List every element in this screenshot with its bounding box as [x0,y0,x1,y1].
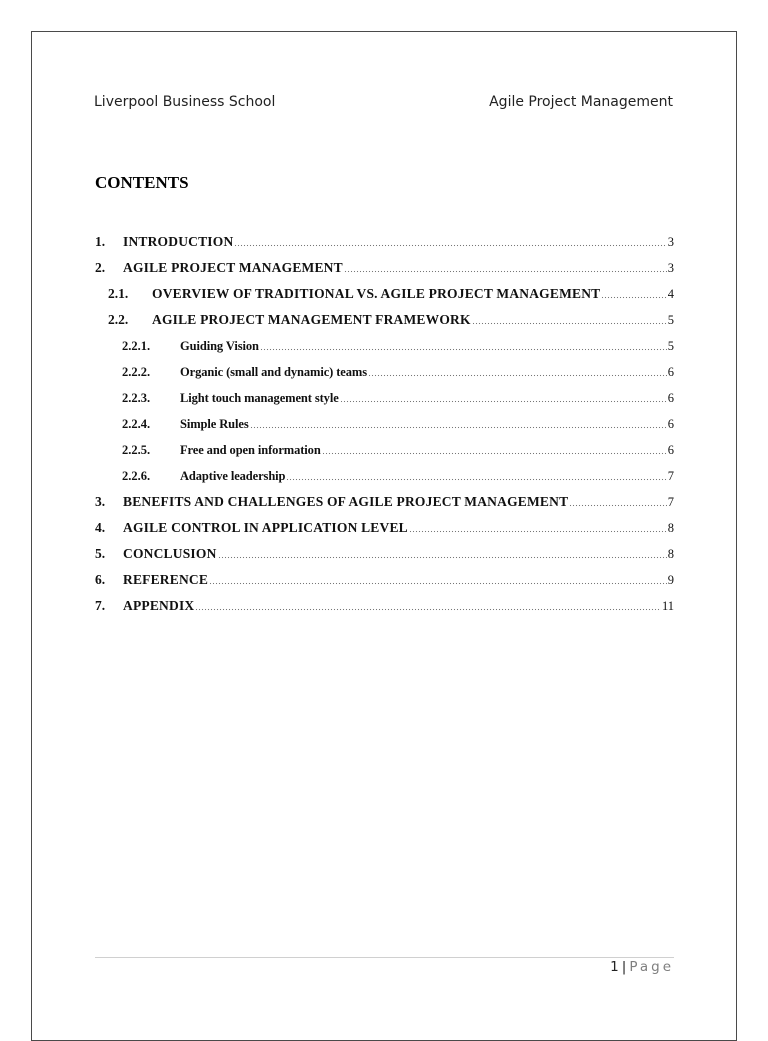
toc-dot-leader [209,582,667,585]
toc-entry-number: 5. [95,546,106,561]
toc-entry-title: Simple Rules [180,417,249,431]
toc-entry-page: 8 [667,547,674,561]
toc-entry-number: 2.2.2. [122,365,151,379]
toc-dot-leader [250,426,667,429]
toc-entry-title: AGILE PROJECT MANAGEMENT FRAMEWORK [152,312,471,327]
toc-entry-title: AGILE CONTROL IN APPLICATION LEVEL [123,520,408,535]
toc-dot-leader [218,556,667,559]
toc-dot-leader [601,296,666,299]
header-document-title: Agile Project Management [489,94,673,110]
toc-dot-leader [322,452,667,455]
toc-entry-page: 11 [661,599,674,613]
toc-dot-leader [368,374,667,377]
toc-entry-number: 7. [95,598,106,613]
toc-entry[interactable] [95,356,674,382]
toc-entry[interactable] [95,304,674,330]
toc-entry[interactable] [95,486,674,512]
toc-entry-number: 2.1. [108,286,129,301]
toc-entry-page: 5 [667,313,674,327]
toc-entry[interactable] [95,252,674,278]
toc-entry-page: 6 [667,391,674,405]
toc-entry-number: 2.2.5. [122,443,151,457]
toc-dot-leader [340,400,667,403]
toc-entry[interactable] [95,330,674,356]
toc-entry-page: 9 [667,573,674,587]
toc-entry[interactable] [95,460,674,486]
toc-entry-page: 3 [667,261,674,275]
toc-entry[interactable] [95,512,674,538]
toc-entry[interactable] [95,590,674,616]
header-school-name: Liverpool Business School [94,94,276,110]
footer-page-word: Page [629,959,674,975]
toc-entry[interactable] [95,226,674,252]
toc-dot-leader [344,270,667,273]
table-of-contents [95,226,674,616]
toc-entry-title: Organic (small and dynamic) teams [180,365,367,379]
toc-entry-page: 6 [667,417,674,431]
toc-entry-number: 6. [95,572,106,587]
toc-entry-number: 2.2.6. [122,469,151,483]
toc-entry[interactable] [95,564,674,590]
toc-entry-number: 2. [95,260,106,275]
toc-dot-leader [260,348,667,351]
toc-entry-title: AGILE PROJECT MANAGEMENT [123,260,343,275]
toc-entry-number: 2.2. [108,312,129,327]
toc-entry-title: Guiding Vision [180,339,259,353]
toc-entry-number: 2.2.3. [122,391,151,405]
toc-dot-leader [569,504,666,507]
toc-dot-leader [286,478,666,481]
toc-entry-page: 7 [667,495,674,509]
toc-entry-page: 8 [667,521,674,535]
toc-entry-page: 5 [667,339,674,353]
toc-entry-number: 2.2.1. [122,339,151,353]
toc-entry-title: BENEFITS AND CHALLENGES OF AGILE PROJECT MANAGEMENT [123,494,569,509]
toc-entry-page: 4 [667,287,674,301]
toc-entry-number: 3. [95,494,106,509]
toc-entry-title: REFERENCE [123,572,209,587]
toc-entry[interactable] [95,382,674,408]
toc-dot-leader [409,530,667,533]
toc-entry-title: Adaptive leadership [180,469,286,483]
toc-entry[interactable] [95,434,674,460]
footer-separator: | [621,959,627,975]
toc-title: CONTENTS [95,173,189,192]
footer-divider [95,957,674,958]
toc-entry[interactable] [95,408,674,434]
toc-entry-title: CONCLUSION [123,546,217,561]
footer-page-number: 1 [610,959,619,975]
toc-dot-leader [195,608,661,611]
page-footer [610,959,674,975]
toc-dot-leader [234,244,666,247]
toc-entry-number: 1. [95,234,106,249]
toc-entry-page: 6 [667,365,674,379]
toc-entry-page: 7 [667,469,674,483]
toc-entry-page: 6 [667,443,674,457]
toc-entry[interactable] [95,278,674,304]
toc-entry-title: Free and open information [180,443,321,457]
toc-entry-title: APPENDIX [123,598,195,613]
toc-dot-leader [472,322,667,325]
toc-entry-title: INTRODUCTION [123,234,234,249]
toc-entry-page: 3 [667,235,674,249]
toc-entry-title: OVERVIEW OF TRADITIONAL VS. AGILE PROJECT MANAGEMENT [152,286,601,301]
toc-entry-number: 4. [95,520,106,535]
toc-entry-number: 2.2.4. [122,417,151,431]
toc-entry-title: Light touch management style [180,391,339,405]
toc-entry[interactable] [95,538,674,564]
